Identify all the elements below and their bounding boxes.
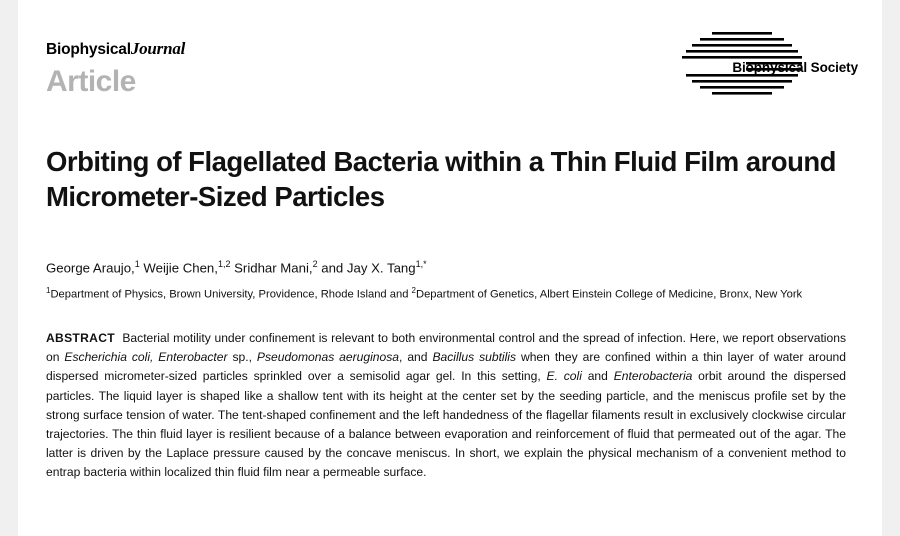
author-affiliation-marker: 1 bbox=[134, 259, 140, 270]
species-name: Enterobacteria bbox=[613, 369, 693, 384]
author-name: Weijie Chen, bbox=[143, 260, 218, 276]
author-affiliation-marker: 1,2 bbox=[217, 259, 231, 270]
journal-name-part1: Biophysical bbox=[46, 41, 131, 58]
author-name: George Araujo, bbox=[46, 260, 135, 276]
author-affiliation-marker: 2 bbox=[312, 259, 318, 270]
journal-name bbox=[46, 40, 185, 58]
abstract-text: , and bbox=[399, 350, 433, 365]
affiliation-text-2: Department of Genetics, Albert Einstein College of Medicine, bbox=[415, 288, 717, 301]
affiliation-marker-2: 2 bbox=[411, 285, 416, 295]
abstract-text: when they are confined within a thin layer of water around dispersed micrometer-sized particles sprinkled over a semisolid agar gel. In this setting, bbox=[46, 350, 847, 384]
species-name: Bacillus subtilis bbox=[432, 350, 517, 365]
affiliations bbox=[46, 285, 836, 304]
author-name: and Jay X. Tang bbox=[321, 260, 416, 276]
affiliation-text-3: Bronx, New York bbox=[719, 288, 803, 301]
species-name: Escherichia coli, Enterobacter bbox=[64, 350, 228, 365]
document-page bbox=[18, 0, 882, 536]
species-name: Pseudomonas aeruginosa bbox=[256, 350, 400, 365]
author-affiliation-marker: 1,* bbox=[415, 259, 427, 270]
abstract-label: ABSTRACT bbox=[46, 331, 115, 346]
affiliation-text-1: Department of Physics, Brown University, Providence, Rhode Island and bbox=[50, 288, 412, 301]
affiliation-marker-1: 1 bbox=[46, 285, 51, 295]
author-list bbox=[46, 258, 854, 277]
abstract-text: and bbox=[581, 369, 614, 384]
article-type-label: Article bbox=[46, 64, 136, 98]
page-title: Orbiting of Flagellated Bacteria within a Thin Fluid Film around Micrometer-Sized Particles bbox=[46, 146, 836, 213]
journal-name-part2: Journal bbox=[130, 39, 186, 58]
abstract bbox=[46, 329, 846, 482]
abstract-text: Bacterial motility under confinement is relevant to both environmental control and the spread of infection. Here, we report observations on bbox=[46, 331, 846, 365]
masthead bbox=[18, 0, 882, 112]
abstract-text: sp., bbox=[227, 350, 257, 365]
title-block bbox=[46, 144, 854, 214]
society-name: Biophysical Society bbox=[732, 60, 858, 75]
author-name: Sridhar Mani, bbox=[234, 260, 313, 276]
abstract-body bbox=[46, 331, 846, 479]
abstract-text: orbit around the dispersed particles. The liquid layer is shaped like a shallow tent with its height at the center set by the seeding particle, and the meniscus profile set by the strong surface tension of water. The tent-shaped confinement and the left handedness of the flagellar filaments result in exclusively clockwise circular trajectories. The thin fluid layer is resilient because of a balance between evaporation and reinforcement of fluid that permeated out of the agar. The latter is driven by the Laplace pressure caused by the concave meniscus. In short, we explain the physical mechanism of a convenient method to entrap bacteria within localized thin fluid film near a permeable surface. bbox=[46, 369, 847, 479]
society-branding bbox=[628, 26, 858, 102]
journal-branding bbox=[46, 40, 185, 97]
species-name: E. coli bbox=[546, 369, 582, 384]
